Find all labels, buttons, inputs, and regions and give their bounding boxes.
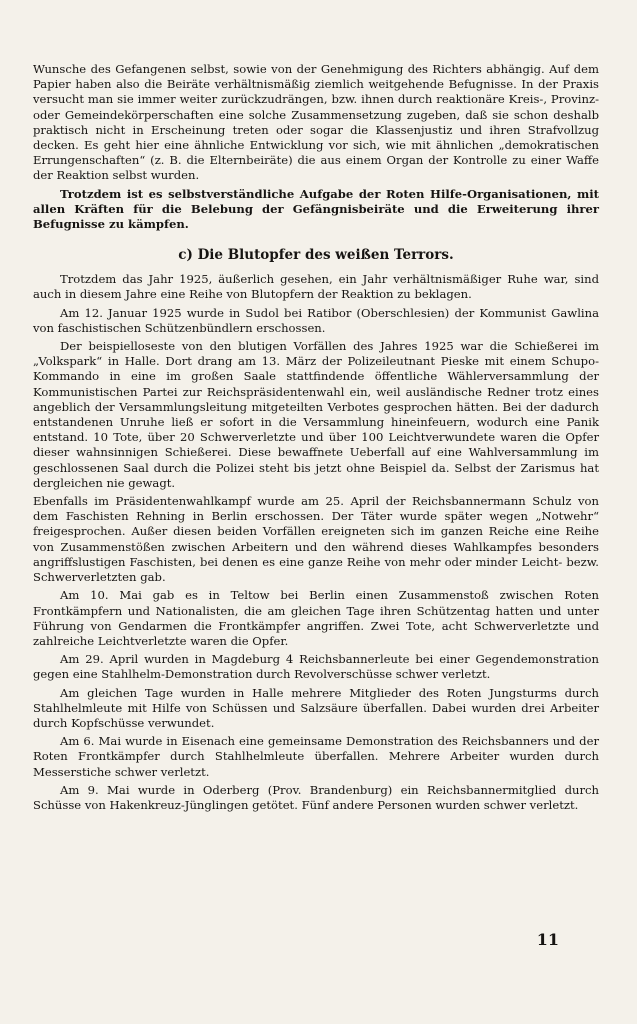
paragraph-beiraete: Wunsche des Gefangenen selbst, sowie von der Genehmigung des Richters abhängig. Auf dem Papier haben also die Beiräte verhältnismäßig ziemlich weitgehende Befugnisse. In der Praxis versucht man sie immer weiter zurückzudrängen, bzw. ihnen durch reaktionäre Kreis-, Provinz- oder Gemeindekörperschaften eine solche Zusammensetzung zugeben, daß sie schon deshalb praktisch nicht in Erscheinung treten oder sogar die Klassenjustiz und ihren Strafvollzug decken. Es geht hier eine ähnliche Entwicklung vor sich, wie mit ähnlichen „demokratischen Errungenschaften“ (z. B. die Elternbeiräte) die aus einem Organ der Kontrolle zu einer Waffe der Reaktion selbst wurden.	[33, 62, 599, 183]
paragraph-eisenach: Am 6. Mai wurde in Eisenach eine gemeinsame Demonstration des Reichsbanners und der Roten Frontkämpfer durch Stahlhelmleute überfallen. Mehrere Arbeiter wurden durch Messerstiche schwer verletzt.	[33, 734, 599, 779]
paragraph-halle-jungsturm: Am gleichen Tage wurden in Halle mehrere Mitglieder des Roten Jungsturms durch Stahlhelmleute mit Hilfe von Schüssen und Salzsäure überfallen. Dabei wurden drei Arbeiter durch Kopfschüsse verwundet.	[33, 685, 599, 730]
page-number: 11	[536, 930, 559, 949]
paragraph-gawlina: Am 12. Januar 1925 wurde in Sudol bei Ratibor (Oberschlesien) der Kommunist Gawlina von faschistischen Schützenbündlern erschossen.	[33, 305, 599, 335]
paragraph-magdeburg: Am 29. April wurden in Magdeburg 4 Reichsbannerleute bei einer Gegendemonstration gegen eine Stahlhelm-Demonstration durch Revolverschüsse schwer verletzt.	[33, 652, 599, 682]
paragraph-teltow: Am 10. Mai gab es in Teltow bei Berlin einen Zusammenstoß zwischen Roten Frontkämpfern und Nationalisten, die am gleichen Tage ihren Schützentag hatten und unter Führung von Gendarmen die Frontkämpfer angriffen. Zwei Tote, acht Schwerverletzte und zahlreiche Leichtverletzte waren die Opfer.	[33, 588, 599, 648]
paragraph-rote-hilfe-task: Trotzdem ist es selbstverständliche Aufgabe der Roten Hilfe-Organisationen, mit allen Kräften für die Belebung der Gefängnisbeiräte und die Erweiterung ihrer Befugnisse zu kämpfen.	[33, 186, 599, 232]
paragraph-1925-intro: Trotzdem das Jahr 1925, äußerlich gesehen, ein Jahr verhältnismäßiger Ruhe war, sind auch in diesem Jahre eine Reihe von Blutopfern der Reaktion zu beklagen.	[33, 272, 599, 302]
paragraph-schulz-berlin: Ebenfalls im Präsidentenwahlkampf wurde am 25. April der Reichsbannermann Schulz von dem Faschisten Rehning in Berlin erschossen. Der Täter wurde später wegen „Notwehr“ freigesprochen. Außer diesen beiden Vorfällen ereigneten sich im ganzen Reiche eine Reihe von Zusammenstößen zwischen Arbeitern und den während dieses Wahlkampfes besonders angriffslustigen Faschisten, bei denen es eine ganze Reihe von mehr oder minder Leicht- bezw. Schwerverletzten gab.	[33, 494, 599, 585]
paragraph-halle-volkspark: Der beispielloseste von den blutigen Vorfällen des Jahres 1925 war die Schießerei im „Volkspark“ in Halle. Dort drang am 13. März der Polizeileutnant Pieske mit einem Schupo-Kommando in eine im großen Saale stattfindende öffentliche Wählerversammlung der Kommunistischen Partei zur Reichspräsidentenwahl ein, weil ausländische Redner trotz eines angeblich der Versammlungsleitung mitgeteilten Verbotes gesprochen hätten. Bei der dadurch entstandenen Unruhe ließ er sofort in die Versammlung hineinfeuern, wodurch eine Panik entstand. 10 Tote, über 20 Schwerverletzte und über 100 Leichtverwundete waren die Opfer dieser wahnsinnigen Schießerei. Diese bewaffnete Ueberfall auf eine Wahlversammlung im geschlossenen Saal durch die Polizei steht bis jetzt ohne Beispiel da. Selbst der Zarismus hat dergleichen nie gewagt.	[33, 339, 599, 490]
section-heading: c) Die Blutopfer des weißen Terrors.	[178, 247, 454, 264]
paragraph-oderberg: Am 9. Mai wurde in Oderberg (Prov. Brandenburg) ein Reichsbannermitglied durch Schüsse von Hakenkreuz-Jünglingen getötet. Fünf andere Personen wurden schwer verletzt.	[33, 782, 599, 812]
